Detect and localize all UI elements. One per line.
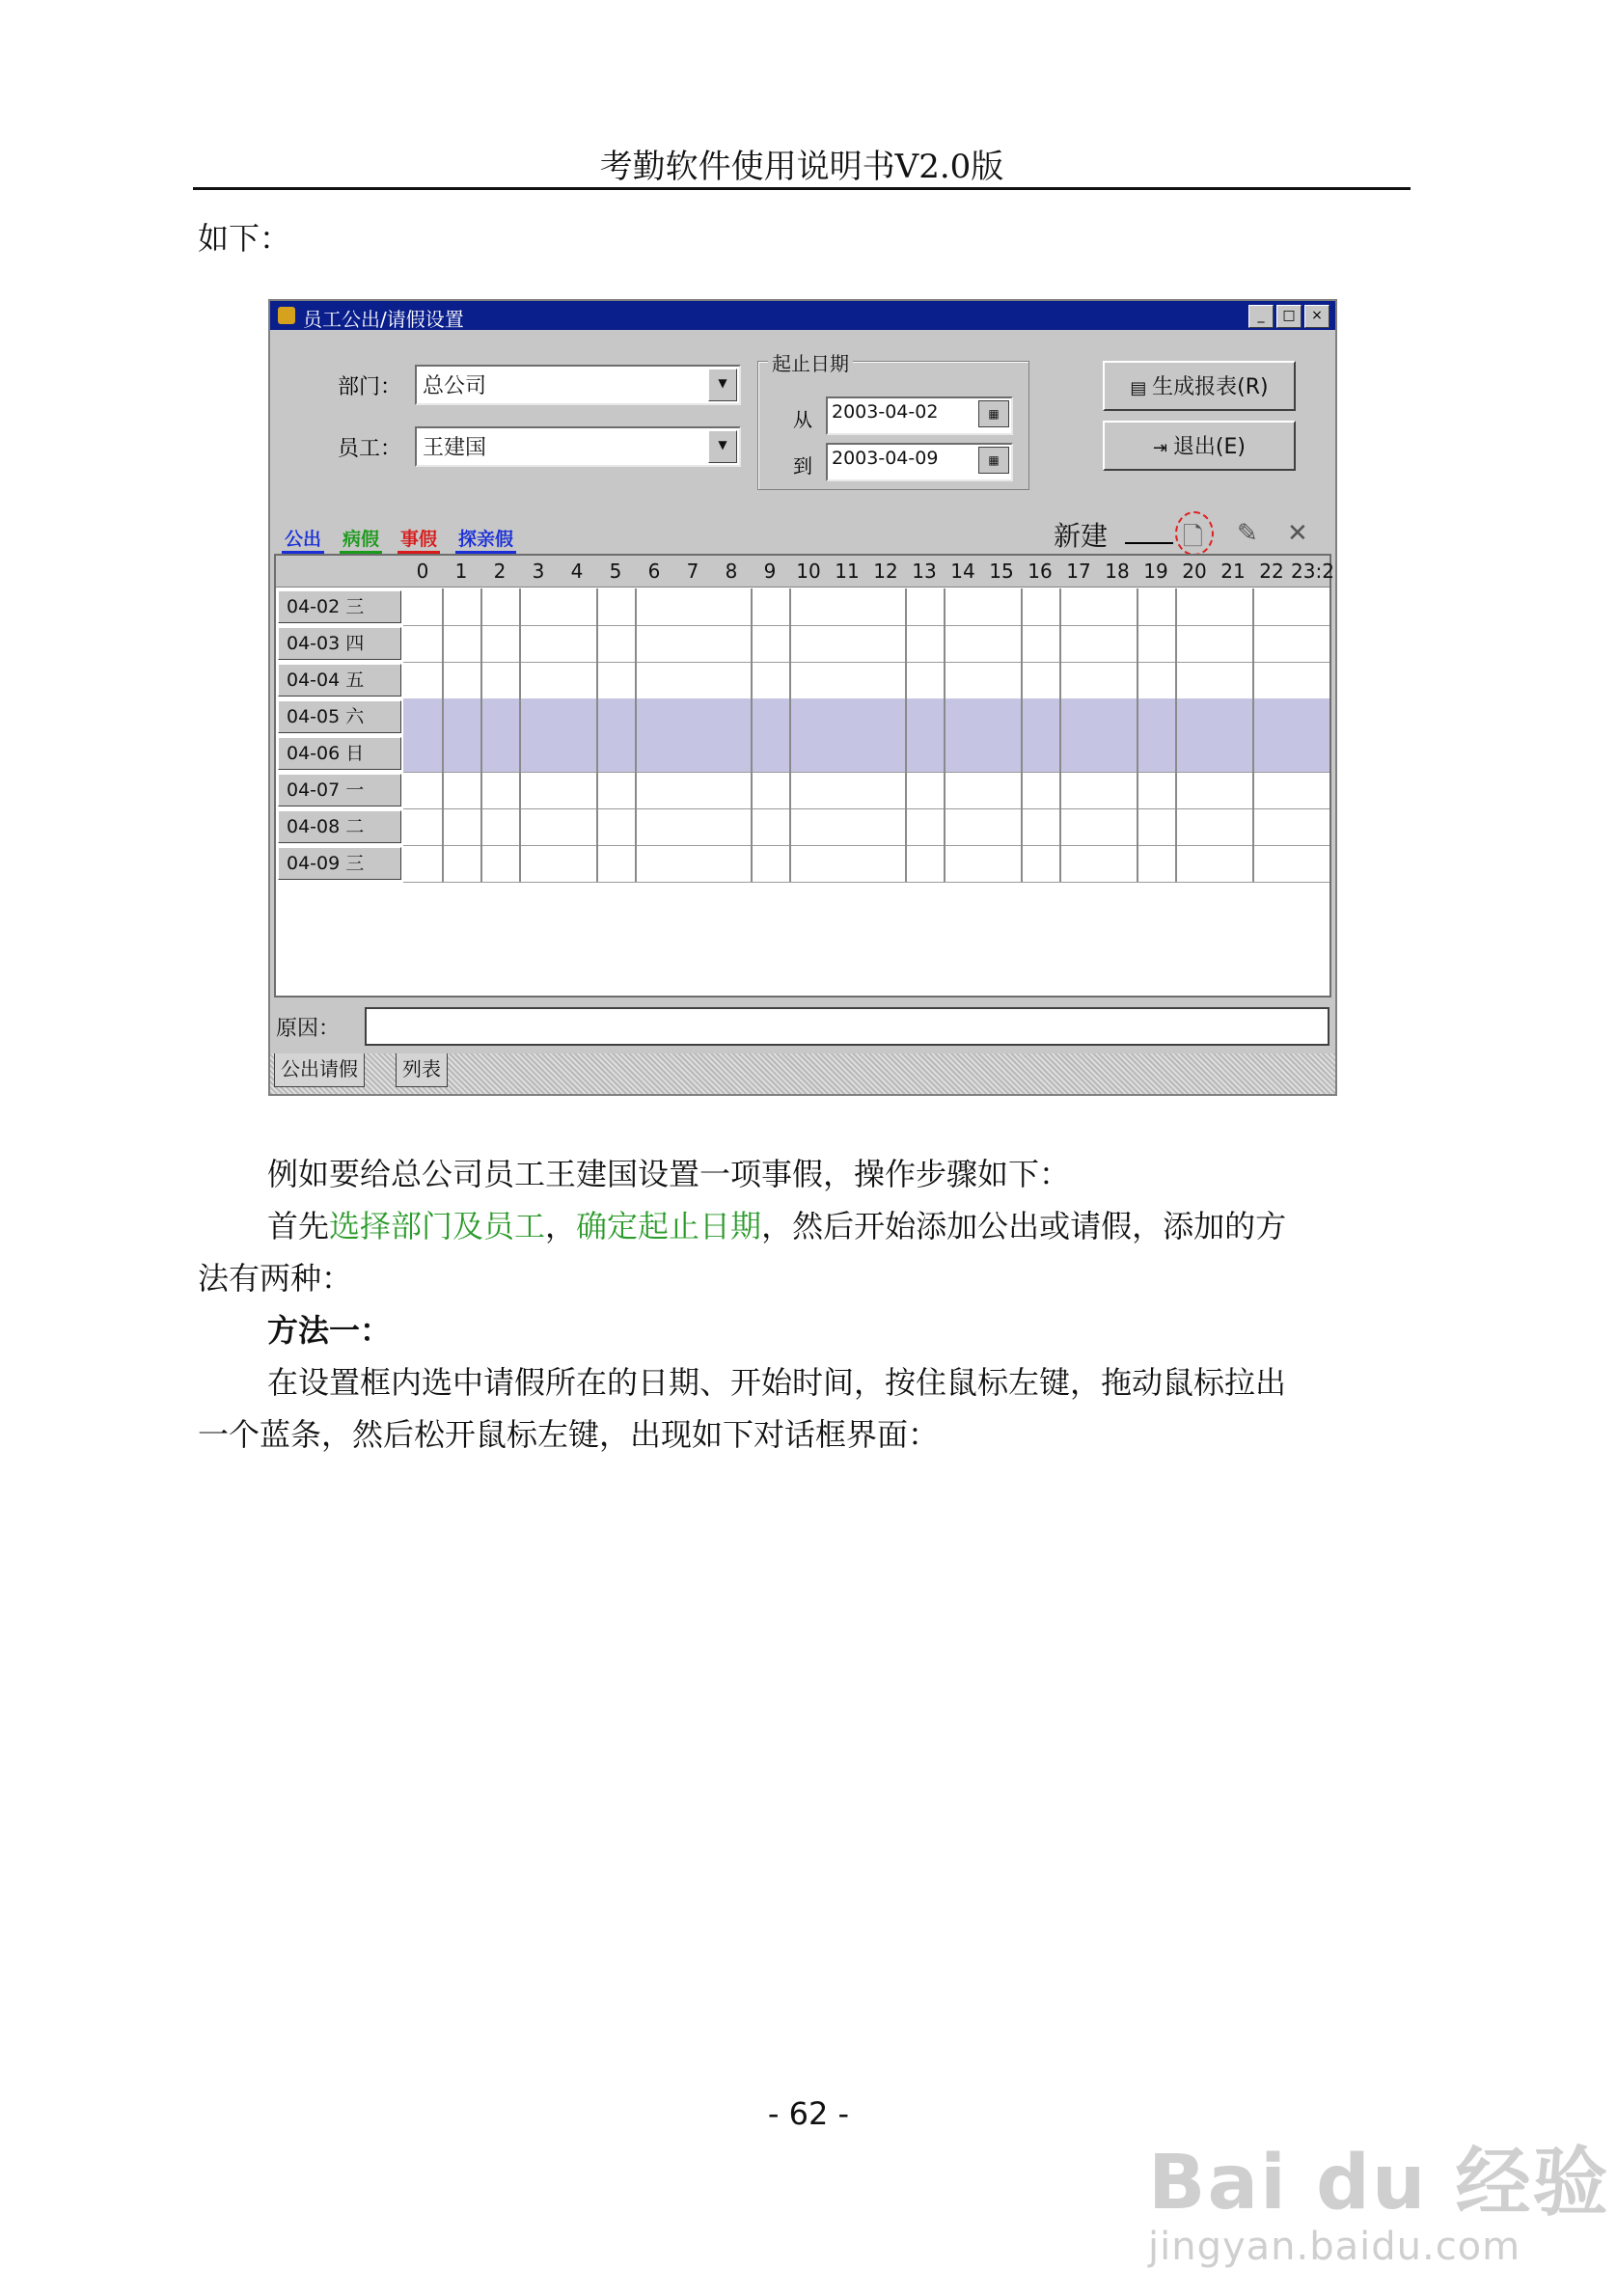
new-document-icon[interactable]: 🗋: [1183, 523, 1203, 552]
hour-column-line: [1059, 588, 1061, 882]
dept-value: 总公司: [423, 374, 487, 398]
tab-leave[interactable]: 公出请假: [274, 1053, 365, 1087]
app-icon: [278, 307, 295, 324]
day-row-label: 04-08 二: [278, 810, 401, 843]
hour-column-line: [1252, 588, 1254, 882]
calendar-icon[interactable]: ▦: [978, 400, 1009, 427]
tab-strip: [270, 1053, 1335, 1094]
day-row-label: 04-09 三: [278, 847, 401, 880]
day-row-label: 04-03 四: [278, 627, 401, 660]
hour-column-line: [635, 588, 637, 882]
employee-value: 王建国: [423, 436, 487, 460]
hour-label: 12: [873, 560, 898, 583]
hour-label: 0: [416, 560, 429, 583]
hour-column-line: [480, 588, 482, 882]
employee-label: 员工：: [338, 437, 402, 461]
row-divider: [403, 882, 1329, 883]
new-label: 新建: [1054, 520, 1109, 552]
hour-label: 17: [1066, 560, 1091, 583]
hour-column-line: [751, 588, 753, 882]
hour-label: 20: [1182, 560, 1207, 583]
hour-label: 14: [950, 560, 975, 583]
hour-label: 4: [570, 560, 584, 583]
page-number: - 62 -: [767, 2095, 850, 2132]
schedule-grid[interactable]: [274, 554, 1334, 998]
from-date-value: 2003-04-02: [832, 401, 939, 423]
from-date-field[interactable]: [826, 396, 1013, 435]
hour-label: 1: [454, 560, 468, 583]
watermark-brand: Bai du 经验: [1148, 2140, 1610, 2227]
hour-column-line: [905, 588, 907, 882]
paragraph-steps-line2: 法有两种：: [198, 1260, 353, 1297]
intro-text: 如下：: [198, 220, 291, 257]
day-row-label: 04-05 六: [278, 700, 401, 733]
hour-label: 2: [493, 560, 507, 583]
employee-select[interactable]: [415, 426, 741, 467]
window-titlebar: [270, 301, 1335, 330]
legend-item: 病假: [340, 525, 382, 554]
row-divider: [403, 845, 1329, 846]
header-rule: [193, 187, 1411, 190]
text-first: 首先: [267, 1208, 330, 1244]
edit-icon[interactable]: ✎: [1237, 519, 1258, 548]
delete-icon[interactable]: ✕: [1287, 519, 1308, 548]
tab-list[interactable]: 列表: [396, 1053, 448, 1087]
row-divider: [403, 772, 1329, 773]
hour-header-row: [276, 556, 1334, 588]
hour-column-line: [1175, 588, 1177, 882]
hour-label: 23:2: [1291, 560, 1334, 583]
paragraph-example: 例如要给总公司员工王建国设置一项事假，操作步骤如下：: [267, 1156, 1071, 1192]
hour-label: 5: [609, 560, 622, 583]
hour-label: 21: [1220, 560, 1246, 583]
generate-report-label: 生成报表(R): [1152, 375, 1269, 399]
day-row-label: 04-02 三: [278, 590, 401, 623]
hour-label: 13: [912, 560, 937, 583]
hour-label: 10: [796, 560, 821, 583]
close-button[interactable]: ×: [1304, 305, 1329, 328]
exit-label: 退出(E): [1172, 435, 1246, 459]
day-row-label: 04-07 一: [278, 774, 401, 806]
window-title: 员工公出/请假设置: [303, 308, 464, 331]
hour-label: 11: [835, 560, 860, 583]
hour-label: 22: [1259, 560, 1284, 583]
day-row-label: 04-06 日: [278, 737, 401, 770]
hour-column-line: [442, 588, 444, 882]
hour-label: 7: [686, 560, 699, 583]
hour-label: 15: [989, 560, 1014, 583]
minimize-button[interactable]: _: [1248, 305, 1274, 328]
hour-column-line: [596, 588, 598, 882]
row-divider: [403, 808, 1329, 809]
paragraph-steps-line1: [267, 1202, 1286, 1246]
to-date-field[interactable]: [826, 443, 1013, 481]
day-row-label: 04-04 五: [278, 664, 401, 697]
to-date-value: 2003-04-09: [832, 448, 939, 469]
watermark-url: jingyan.baidu.com: [1148, 2225, 1521, 2269]
to-label: 到: [793, 454, 812, 478]
reason-input[interactable]: [365, 1007, 1329, 1046]
hour-column-line: [519, 588, 521, 882]
hour-column-line: [1137, 588, 1138, 882]
reason-label: 原因：: [276, 1017, 341, 1041]
baidu-watermark: [1148, 2122, 1610, 2269]
text-select-dept: 选择部门及员工: [329, 1208, 546, 1244]
hour-label: 18: [1105, 560, 1130, 583]
document-header: 考勤软件使用说明书V2.0版: [599, 148, 1004, 186]
paragraph-method-line1: 在设置框内选中请假所在的日期、开始时间，按住鼠标左键，拖动鼠标拉出: [267, 1364, 1287, 1401]
method-one-heading: 方法一：: [267, 1312, 392, 1349]
date-range-group: [757, 352, 1029, 490]
row-divider: [403, 625, 1329, 626]
from-label: 从: [793, 408, 812, 431]
legend-item: 探亲假: [455, 525, 516, 554]
hour-label: 3: [532, 560, 545, 583]
hour-label: 16: [1028, 560, 1053, 583]
exit-icon: ⇥: [1153, 438, 1173, 458]
hour-column-line: [789, 588, 791, 882]
text-then: ，然后开始添加公出或请假，添加的方: [761, 1208, 1287, 1244]
chevron-down-icon[interactable]: ▼: [708, 369, 737, 401]
new-pointer-line: [1125, 542, 1173, 544]
exit-button[interactable]: [1103, 421, 1296, 471]
generate-report-button[interactable]: [1103, 361, 1296, 411]
legend-item: 事假: [397, 525, 440, 554]
text-set-dates: 确定起止日期: [576, 1208, 762, 1244]
hour-label: 8: [725, 560, 738, 583]
legend-item: 公出: [282, 525, 324, 554]
weekend-row-shade: [403, 735, 1329, 772]
paragraph-method-line2: 一个蓝条，然后松开鼠标左键，出现如下对话框界面：: [198, 1416, 940, 1453]
weekend-row-shade: [403, 698, 1329, 735]
hour-label: 9: [763, 560, 777, 583]
calendar-icon[interactable]: ▦: [978, 447, 1009, 474]
app-window-screenshot: [268, 299, 1337, 1096]
dept-select[interactable]: [415, 365, 741, 405]
hour-column-line: [1021, 588, 1023, 882]
dept-label: 部门：: [338, 375, 402, 399]
hour-column-line: [944, 588, 946, 882]
row-divider: [403, 662, 1329, 663]
hour-label: 6: [647, 560, 661, 583]
text-comma: ，: [545, 1208, 577, 1244]
date-range-title: 起止日期: [768, 348, 853, 376]
maximize-button[interactable]: □: [1276, 305, 1302, 328]
hour-label: 19: [1143, 560, 1168, 583]
report-icon: ▤: [1130, 378, 1153, 398]
chevron-down-icon[interactable]: ▼: [708, 430, 737, 463]
